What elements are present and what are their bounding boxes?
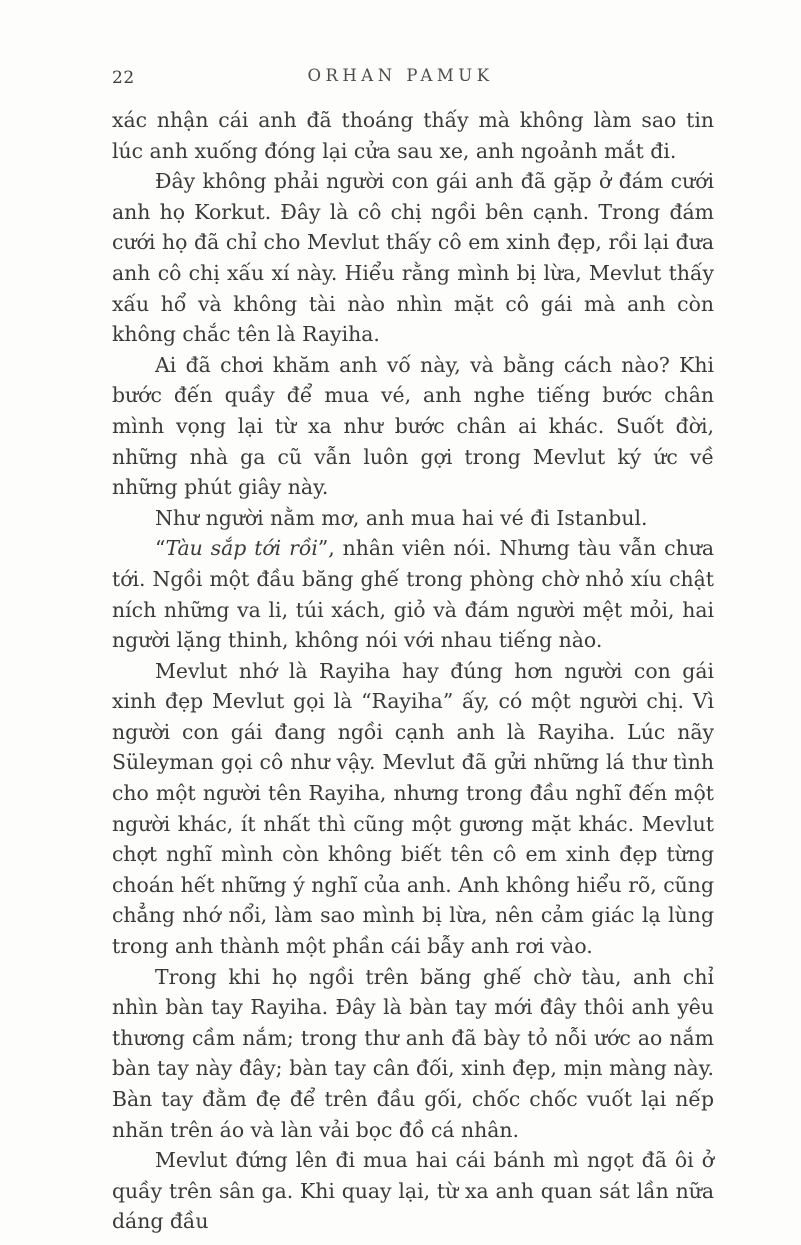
text-segment: Mevlut đứng lên đi mua hai cái bánh mì ngọt đã ôi ở quầy trên sân ga. Khi quay lại, từ xa anh quan sát lần nữa dáng đầu bbox=[112, 1148, 714, 1234]
text-segment: “ bbox=[155, 536, 166, 561]
running-head-author: ORHAN PAMUK bbox=[307, 66, 494, 85]
paragraph bbox=[112, 105, 714, 166]
paragraph bbox=[112, 656, 714, 962]
paragraph bbox=[112, 962, 714, 1146]
text-segment: Ai đã chơi khăm anh vố này, và bằng cách nào? Khi bước đến quầy để mua vé, anh nghe tiếng bước chân mình vọng lại từ xa như bước chân ai khác. Suốt đời, những nhà ga cũ vẫn luôn gợi trong Mevlut ký ức về những phút giây này. bbox=[112, 352, 714, 500]
italic-quoted-text: Tàu sắp tới rồi bbox=[165, 536, 318, 561]
text-segment: Như người nằm mơ, anh mua hai vé đi Istanbul. bbox=[155, 505, 648, 530]
text-segment: Trong khi họ ngồi trên băng ghế chờ tàu, anh chỉ nhìn bàn tay Rayiha. Đây là bàn tay mới đây thôi anh yêu thương cầm nắm; trong thư anh đã bày tỏ nỗi ước ao nắm bàn tay này đây; bàn tay cân đối, xinh đẹp, mịn màng này. Bàn tay đằm đẹ để trên đầu gối, chốc chốc vuốt lại nếp nhăn trên áo và làn vải bọc đồ cá nhân. bbox=[112, 964, 714, 1142]
paragraph bbox=[112, 166, 714, 350]
page-number: 22 bbox=[112, 68, 135, 88]
text-segment: ”, nhân viên nói. Nhưng tàu vẫn chưa tới. Ngồi một đầu băng ghế trong phòng chờ nhỏ xíu chật ních những va li, túi xách, giỏ và đám người mệt mỏi, hai người lặng thinh, không nói với nhau tiếng nào. bbox=[112, 536, 714, 653]
paragraph bbox=[112, 503, 714, 534]
text-segment: xác nhận cái anh đã thoáng thấy mà không làm sao tin lúc anh xuống đóng lại cửa sau xe, anh ngoảnh mắt đi. bbox=[112, 108, 714, 163]
page-header bbox=[0, 66, 801, 92]
text-segment: Mevlut nhớ là Rayiha hay đúng hơn người con gái xinh đẹp Mevlut gọi là “Rayiha” ấy, có một người chị. Vì người con gái đang ngồi cạnh anh là Rayiha. Lúc nãy Süleyman gọi cô như vậy. Mevlut đã gửi những lá thư tình cho một người tên Rayiha, nhưng trong đầu nghĩ đến một người khác, ít nhất thì cũng một gương mặt khác. Mevlut chợt nghĩ mình còn không biết tên cô em xinh đẹp từng choán hết những ý nghĩ của anh. Anh không hiểu rõ, cũng chẳng nhớ nổi, làm sao mình bị lừa, nên cảm giác lạ lùng trong anh thành một phần cái bẫy anh rơi vào. bbox=[112, 658, 714, 959]
body-text bbox=[112, 105, 714, 1237]
paragraph bbox=[112, 533, 714, 655]
paragraph bbox=[112, 1145, 714, 1237]
paragraph bbox=[112, 350, 714, 503]
text-segment: Đây không phải người con gái anh đã gặp ở đám cưới anh họ Korkut. Đây là cô chị ngồi bên cạnh. Trong đám cưới họ đã chỉ cho Mevlut thấy cô em xinh đẹp, rồi lại đưa anh cô chị xấu xí này. Hiểu rằng mình bị lừa, Mevlut thấy xấu hổ và không tài nào nhìn mặt cô gái mà anh còn không chắc tên là Rayiha. bbox=[112, 169, 714, 347]
